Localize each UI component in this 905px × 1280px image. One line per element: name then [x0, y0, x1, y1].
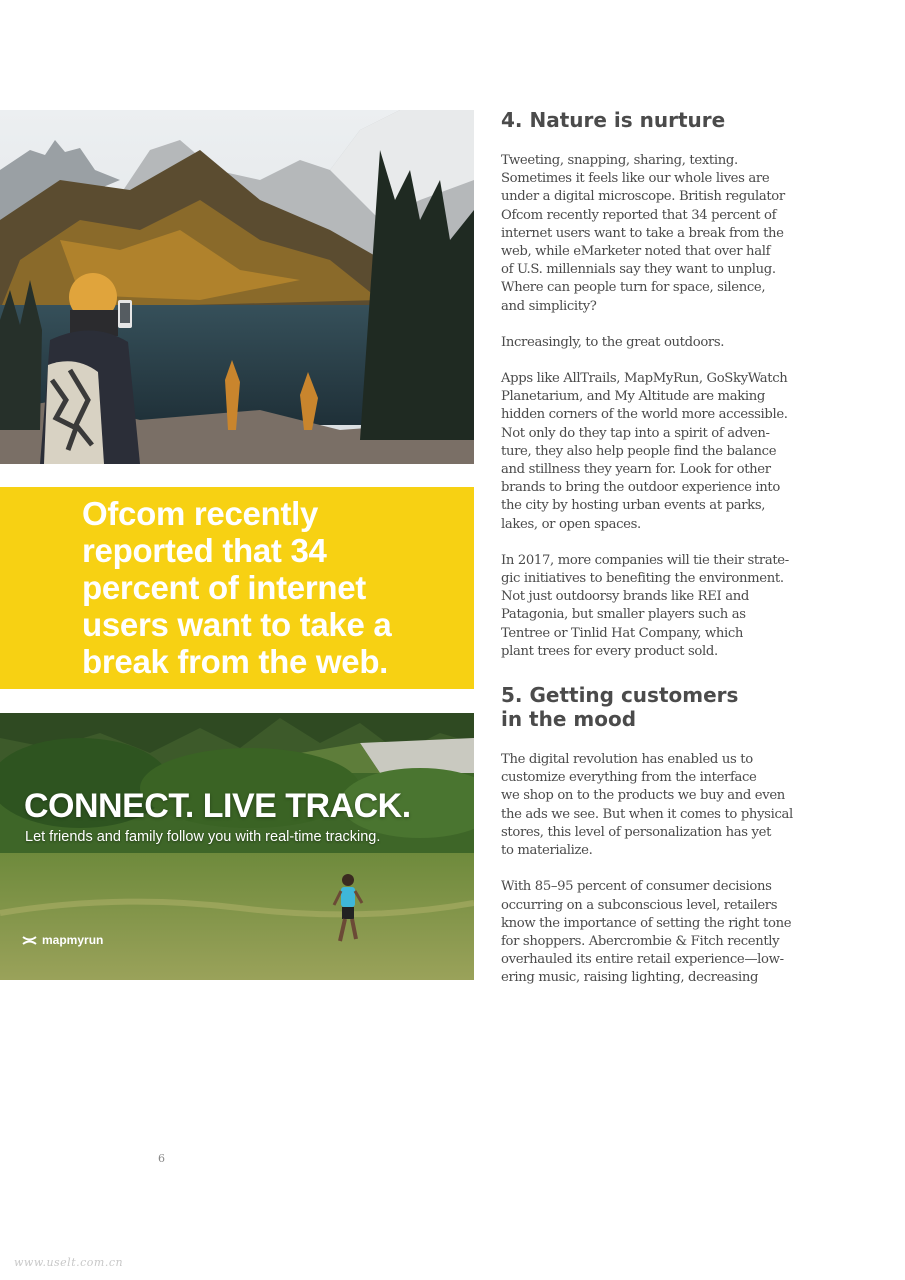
watermark: www.uselt.com.cn [14, 1256, 124, 1269]
pull-quote-line: reported that 34 [82, 532, 327, 569]
brand-name: mapmyrun [42, 933, 104, 947]
paragraph-1: Tweeting, snapping, sharing, texting. Sometimes it feels like our whole lives are under a digital microscope. British regulator Ofcom recently reported that 34 percent of internet users want to take a break from the web, while eMarketer noted that over half of U.S. millennials say they want to unplug. Where can people turn for space, silence, and simplicity? [501, 153, 785, 314]
ad-headline: CONNECT. LIVE TRACK. [24, 787, 411, 825]
pull-quote-line: Ofcom recently [82, 495, 319, 532]
paragraph-6: With 85–95 percent of consumer decisions occurring on a subconscious level, retailers know the importance of setting the right tone for shoppers. Abercrombie & Fitch recently overhauled its entire retail experience—low- ering music, raising lighting, decreasing [501, 879, 792, 986]
mountain-lake-photo [0, 110, 474, 464]
paragraph-5: The digital revolution has enabled us to customize everything from the interface we shop on to the products we buy and even the ads we see. But when it comes to physical stores, this level of personalization has yet to materialize. [501, 752, 793, 859]
pull-quote [82, 495, 452, 680]
paragraph-3: Apps like AllTrails, MapMyRun, GoSkyWatch Planetarium, and My Altitude are making hidden corners of the world more accessible. Not only do they tap into a spirit of adven- ture, they also help people find the balance and stillness they yearn for. Look for other brands to bring the outdoor experience into the city by hosting urban events at parks, lakes, or open spaces. [501, 371, 788, 532]
ad-subline: Let friends and family follow you with real-time tracking. [25, 829, 381, 845]
pull-quote-line: break from the web. [82, 643, 389, 680]
section-5-body [501, 751, 821, 987]
section-5-heading: 5. Getting customers in the mood [501, 683, 739, 732]
pull-quote-box [0, 487, 474, 689]
paragraph-2: Increasingly, to the great outdoors. [501, 334, 725, 350]
mapmyrun-logo [22, 933, 103, 947]
page-number: 6 [158, 1152, 165, 1165]
section-4-heading: 4. Nature is nurture [501, 108, 726, 132]
pull-quote-line: users want to take a [82, 606, 392, 643]
pull-quote-line: percent of internet [82, 569, 367, 606]
paragraph-4: In 2017, more companies will tie their strate- gic initiatives to benefiting the environment. Not just outdoorsy brands like REI and Patagonia, but smaller players such as Tentree or Tinlid Hat Company, which plant trees for every product sold. [501, 552, 789, 659]
under-armour-icon [22, 936, 37, 945]
article-column [501, 108, 821, 988]
mapmyrun-ad [0, 713, 474, 980]
section-4-body [501, 152, 821, 661]
